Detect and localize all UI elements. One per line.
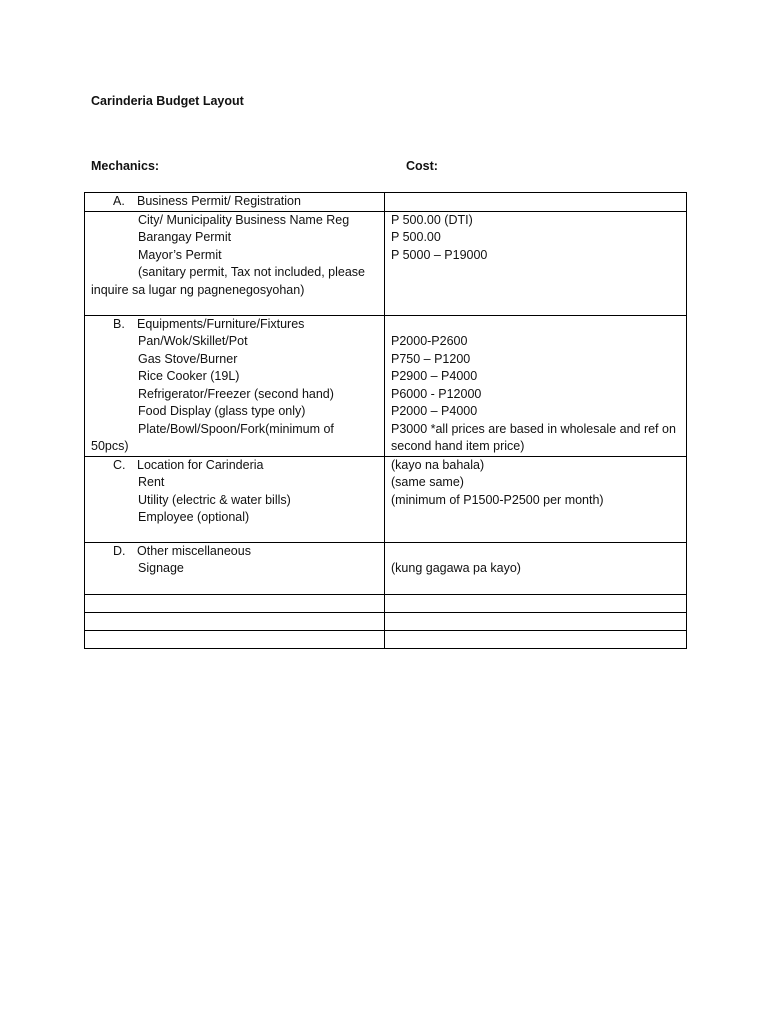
section-b-cost: P2900 – P4000: [391, 369, 478, 383]
section-b-costs-cell: [385, 315, 687, 456]
section-b-heading: [91, 316, 380, 334]
section-c-item: Rent: [138, 475, 165, 489]
section-c-title: Location for Carinderia: [137, 457, 264, 472]
section-b-item: Gas Stove/Burner: [138, 351, 238, 366]
section-a-item: Barangay Permit: [138, 230, 232, 244]
section-a-cost: P 500.00: [391, 230, 441, 244]
empty-cell: [385, 594, 687, 612]
section-d-heading: [91, 543, 380, 561]
empty-cell: [385, 612, 687, 630]
section-a-letter: A.: [113, 194, 125, 208]
document-title: Carinderia Budget Layout: [91, 94, 244, 108]
empty-cell: [85, 594, 385, 612]
section-a-cost: P 500.00 (DTI): [391, 212, 473, 227]
section-b-item: Plate/Bowl/Spoon/Fork(minimum of: [138, 421, 334, 436]
section-b-cost: second hand item price): [391, 439, 525, 453]
section-a-heading-cost-cell: [385, 193, 687, 212]
empty-row: [85, 612, 687, 630]
section-b-cost: P2000 – P4000: [391, 404, 478, 418]
section-d-cost-spacer: [391, 543, 682, 561]
section-d-item: Signage: [138, 561, 184, 575]
section-d-row: [85, 542, 687, 594]
section-b-title: Equipments/Furniture/Fixtures: [137, 316, 305, 331]
section-b-cost: P6000 - P12000: [391, 386, 482, 401]
section-a-item: (sanitary permit, Tax not included, please: [138, 265, 365, 279]
section-b-item: Food Display (glass type only): [138, 404, 306, 418]
section-d-letter: D.: [113, 543, 126, 558]
section-b-row: [85, 315, 687, 456]
empty-row: [85, 630, 687, 648]
section-c-cost: (kayo na bahala): [391, 457, 485, 472]
cost-header: Cost:: [406, 159, 438, 173]
section-b-cost: P750 – P1200: [391, 351, 471, 366]
section-b-item: Rice Cooker (19L): [138, 369, 240, 383]
section-a-heading: [91, 193, 380, 211]
section-b-item: 50pcs): [91, 439, 129, 453]
section-b-cost: P3000 *all prices are based in wholesale and ref on: [391, 421, 676, 436]
section-b-cost: P2000-P2600: [391, 334, 468, 348]
section-c-letter: C.: [113, 457, 126, 472]
section-a-row: [85, 211, 687, 315]
section-a-heading-row: [85, 193, 687, 212]
section-c-items-cell: [85, 456, 385, 542]
section-a-cost: P 5000 – P19000: [391, 247, 488, 262]
section-d-title: Other miscellaneous: [137, 543, 251, 558]
section-c-cost: (same same): [391, 475, 464, 489]
section-c-costs-cell: [385, 456, 687, 542]
empty-row: [85, 594, 687, 612]
empty-cell: [85, 612, 385, 630]
section-d-items-cell: [85, 542, 385, 594]
budget-table: [84, 192, 687, 649]
section-d-costs-cell: [385, 542, 687, 594]
section-c-heading: [91, 457, 380, 475]
section-b-letter: B.: [113, 316, 125, 331]
section-a-items-cell: [85, 211, 385, 315]
section-a-title: Business Permit/ Registration: [137, 194, 301, 208]
section-a-item: Mayor’s Permit: [138, 247, 222, 262]
section-c-cost: (minimum of P1500-P2500 per month): [391, 492, 604, 507]
section-a-heading-cell: [85, 193, 385, 212]
empty-cell: [85, 630, 385, 648]
mechanics-header: Mechanics:: [91, 159, 160, 173]
section-d-cost: (kung gagawa pa kayo): [391, 561, 521, 575]
section-a-costs-cell: [385, 211, 687, 315]
empty-cell: [385, 630, 687, 648]
section-c-row: [85, 456, 687, 542]
section-a-item: inquire sa lugar ng pagnenegosyohan): [91, 282, 305, 297]
section-c-item: Employee (optional): [138, 510, 250, 524]
section-c-item: Utility (electric & water bills): [138, 492, 291, 507]
section-b-item: Refrigerator/Freezer (second hand): [138, 386, 334, 401]
section-a-item: City/ Municipality Business Name Reg: [138, 212, 350, 227]
section-b-cost-spacer: [391, 316, 682, 334]
section-b-item: Pan/Wok/Skillet/Pot: [138, 334, 248, 348]
section-b-items-cell: [85, 315, 385, 456]
